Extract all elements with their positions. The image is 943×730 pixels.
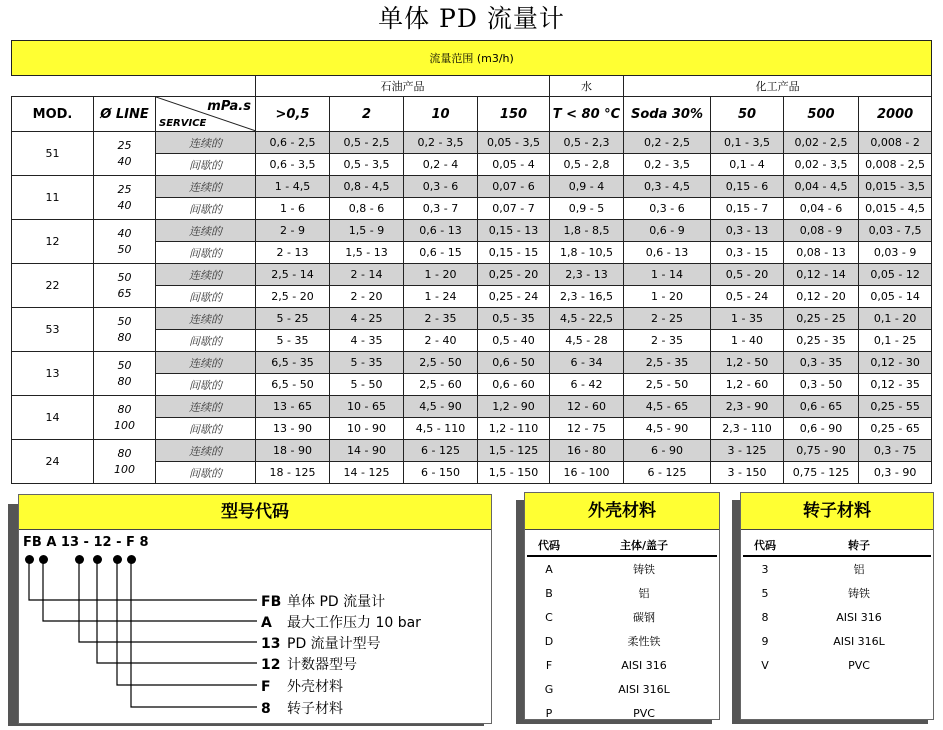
code-connector-lines [19,495,491,723]
flow-range-cell: 10 - 65 [330,396,404,418]
flow-range-cell: 0,6 - 90 [784,418,859,440]
flow-range-cell: 0,3 - 6 [624,198,711,220]
flow-range-cell: 3 - 150 [711,462,784,484]
flow-range-cell: 12 - 60 [550,396,624,418]
flow-range-cell: 0,02 - 3,5 [784,154,859,176]
table-row [12,352,932,374]
flow-range-cell: 0,5 - 2,5 [330,132,404,154]
flow-range-cell: 0,3 - 4,5 [624,176,711,198]
flow-range-cell: 0,5 - 35 [478,308,550,330]
flow-range-cell: 0,3 - 7 [404,198,478,220]
flow-range-cell: 16 - 80 [550,440,624,462]
line-diameter: 80 [117,374,132,388]
flow-range-cell: 2,5 - 60 [404,374,478,396]
flow-range-cell: 2 - 20 [330,286,404,308]
flow-range-cell: 0,3 - 15 [711,242,784,264]
flow-range-cell: 6 - 42 [550,374,624,396]
service-type: 连续的 [156,220,256,242]
line-diameter: 50 [117,242,132,256]
flow-range-cell: 2,5 - 14 [256,264,330,286]
flow-range-cell: 6 - 125 [624,462,711,484]
flow-range-cell: 2 - 40 [404,330,478,352]
legend-housing: F 外壳材料 [261,679,343,695]
material-name: 铝 [638,587,650,600]
flow-range-cell: 13 - 65 [256,396,330,418]
list-item [527,629,717,653]
flow-range-cell: 6 - 90 [624,440,711,462]
list-item [743,556,931,581]
flow-range-cell: 0,3 - 13 [711,220,784,242]
flow-range-cell: 16 - 100 [550,462,624,484]
col-water: T < 80 °C [550,97,624,132]
line-diameters [94,176,156,220]
flow-range-cell: 0,25 - 24 [478,286,550,308]
flow-range-cell: 1 - 24 [404,286,478,308]
col-chem-3: 2000 [859,97,932,132]
flow-range-cell: 0,05 - 3,5 [478,132,550,154]
model-code-string: FB A 13 - 12 - F 8 [23,535,149,550]
list-item [743,605,931,629]
flow-range-cell: 0,03 - 9 [859,242,932,264]
line-diameter: 40 [117,154,132,168]
flow-range-cell: 0,015 - 3,5 [859,176,932,198]
line-diameters [94,220,156,264]
code-dot-counter [93,555,102,564]
flow-range-cell: 2,3 - 16,5 [550,286,624,308]
flow-range-cell: 0,08 - 13 [784,242,859,264]
housing-panel [524,492,720,720]
flow-range-cell: 0,5 - 20 [711,264,784,286]
flow-range-cell: 0,75 - 125 [784,462,859,484]
flow-range-cell: 0,3 - 6 [404,176,478,198]
material-name: AISI 316 [621,658,667,672]
line-diameter: 50 [117,358,132,372]
flow-range-cell: 0,6 - 50 [478,352,550,374]
flow-range-cell: 0,6 - 13 [404,220,478,242]
rotor-table [743,535,931,677]
list-item [527,653,717,677]
line-diameter: 40 [117,226,132,240]
flow-range-cell: 1,2 - 90 [478,396,550,418]
flow-range-cell: 0,2 - 4 [404,154,478,176]
flow-range-cell: 1,5 - 13 [330,242,404,264]
flow-range-cell: 13 - 90 [256,418,330,440]
code-dot-housing [113,555,122,564]
flow-range-cell: 1,2 - 110 [478,418,550,440]
material-name: 碳钢 [633,611,655,624]
line-diameters [94,440,156,484]
line-diameter: 100 [114,418,135,432]
flow-range-cell: 1 - 6 [256,198,330,220]
flow-range-cell: 0,6 - 3,5 [256,154,330,176]
flow-range-cell: 0,8 - 6 [330,198,404,220]
flow-range-cell: 4 - 25 [330,308,404,330]
col-visc-0: >0,5 [256,97,330,132]
flow-range-cell: 1,8 - 8,5 [550,220,624,242]
line-diameters [94,396,156,440]
code-dot-rotor [127,555,136,564]
flow-range-cell: 1,5 - 125 [478,440,550,462]
service-type: 间歇的 [156,242,256,264]
list-item [743,653,931,677]
line-diameter: 40 [117,198,132,212]
col-viscosity-service [156,97,256,132]
page-title: 单体 PD 流量计 [378,4,565,33]
flow-range-cell: 0,12 - 20 [784,286,859,308]
flow-range-cell: 4,5 - 90 [624,418,711,440]
flow-range-cell: 1,8 - 10,5 [550,242,624,264]
flow-range-cell: 0,25 - 65 [859,418,932,440]
flow-range-cell: 0,75 - 90 [784,440,859,462]
table-row [12,132,932,154]
service-type: 连续的 [156,176,256,198]
line-diameters [94,308,156,352]
flow-range-cell: 0,05 - 12 [859,264,932,286]
material-name: 柔性铁 [627,635,661,648]
line-diameters [94,352,156,396]
housing-table [527,535,717,725]
flow-range-cell: 12 - 75 [550,418,624,440]
service-type: 连续的 [156,440,256,462]
legend-rotor: 8 转子材料 [261,701,343,717]
group-water: 水 [550,76,624,97]
service-type: 连续的 [156,308,256,330]
flow-range-cell: 0,25 - 35 [784,330,859,352]
line-diameter: 50 [117,270,132,284]
flow-range-cell: 2,5 - 35 [624,352,711,374]
flow-range-cell: 0,6 - 60 [478,374,550,396]
flow-range-cell: 0,07 - 7 [478,198,550,220]
col-visc-3: 150 [478,97,550,132]
flow-range-cell: 0,5 - 2,3 [550,132,624,154]
service-type: 连续的 [156,352,256,374]
table-row [12,440,932,462]
service-type: 连续的 [156,132,256,154]
col-visc-1: 2 [330,97,404,132]
flow-range-cell: 0,1 - 4 [711,154,784,176]
col-line: Ø LINE [94,97,156,132]
flow-range-cell: 0,3 - 90 [859,462,932,484]
flow-range-cell: 0,5 - 40 [478,330,550,352]
mpa-label: mPa.s [207,99,251,114]
service-type: 连续的 [156,264,256,286]
flow-range-cell: 0,9 - 5 [550,198,624,220]
flow-range-cell: 0,5 - 3,5 [330,154,404,176]
flow-range-cell: 0,02 - 2,5 [784,132,859,154]
flow-range-cell: 5 - 50 [330,374,404,396]
flow-range-cell: 0,07 - 6 [478,176,550,198]
service-type: 间歇的 [156,374,256,396]
material-code: 5 [761,586,769,600]
legend-model: 13 PD 流量计型号 [261,636,381,652]
flow-range-cell: 2,5 - 50 [404,352,478,374]
flow-range-cell: 0,6 - 65 [784,396,859,418]
flow-range-cell: 0,9 - 4 [550,176,624,198]
flow-range-cell: 0,015 - 4,5 [859,198,932,220]
col-chem-0: Soda 30% [624,97,711,132]
flow-range-cell: 4,5 - 22,5 [550,308,624,330]
flow-range-cell: 2 - 13 [256,242,330,264]
flow-range-cell: 0,25 - 55 [859,396,932,418]
list-item [743,581,931,605]
flow-range-cell: 6,5 - 35 [256,352,330,374]
col-mod: MOD. [12,97,94,132]
table-row [12,396,932,418]
flow-range-cell: 0,2 - 2,5 [624,132,711,154]
flow-range-cell: 14 - 125 [330,462,404,484]
line-diameters [94,264,156,308]
line-diameter: 25 [117,182,132,196]
flow-range-cell: 1 - 4,5 [256,176,330,198]
material-name: 铸铁 [848,587,870,600]
housing-col-code: 代码 [527,535,571,556]
line-diameter: 80 [117,402,132,416]
flow-range-cell: 5 - 25 [256,308,330,330]
legend-fb: FB 单体 PD 流量计 [261,594,386,610]
service-type: 间歇的 [156,418,256,440]
flow-range-cell: 6,5 - 50 [256,374,330,396]
table-row [12,264,932,286]
list-item [527,677,717,701]
flow-range-cell: 6 - 150 [404,462,478,484]
flow-range-cell: 0,8 - 4,5 [330,176,404,198]
model-number: 24 [12,440,94,484]
flow-range-cell: 0,3 - 35 [784,352,859,374]
flow-range-cell: 2,3 - 13 [550,264,624,286]
flow-range-cell: 2 - 9 [256,220,330,242]
material-code: G [544,682,554,696]
flow-range-cell: 1 - 35 [711,308,784,330]
model-number: 14 [12,396,94,440]
flow-range-cell: 0,12 - 30 [859,352,932,374]
flow-range-cell: 4,5 - 65 [624,396,711,418]
list-item [527,701,717,725]
line-diameter: 25 [117,138,132,152]
code-dot-model [75,555,84,564]
line-diameter: 80 [117,330,132,344]
flow-range-cell: 1 - 14 [624,264,711,286]
material-code: D [544,634,554,648]
model-number: 13 [12,352,94,396]
flow-range-table [11,40,932,484]
legend-a: A 最大工作压力 10 bar [261,615,421,631]
flow-range-cell: 0,2 - 3,5 [404,132,478,154]
flow-range-cell: 0,25 - 20 [478,264,550,286]
group-chemical: 化工产品 [624,76,932,97]
list-item [743,629,931,653]
flow-range-cell: 0,3 - 75 [859,440,932,462]
table-row [12,176,932,198]
model-number: 11 [12,176,94,220]
col-chem-1: 50 [711,97,784,132]
line-diameter: 65 [117,286,132,300]
flow-range-cell: 1,2 - 50 [711,352,784,374]
flow-range-cell: 14 - 90 [330,440,404,462]
flow-range-cell: 0,008 - 2,5 [859,154,932,176]
flow-range-cell: 10 - 90 [330,418,404,440]
flow-range-cell: 0,05 - 14 [859,286,932,308]
service-type: 间歇的 [156,462,256,484]
line-diameter: 100 [114,462,135,476]
flow-range-cell: 0,6 - 15 [404,242,478,264]
flow-range-cell: 2,3 - 110 [711,418,784,440]
material-code: V [761,658,769,672]
list-item [527,556,717,581]
flow-range-cell: 0,2 - 3,5 [624,154,711,176]
flow-range-cell: 0,6 - 2,5 [256,132,330,154]
flow-range-cell: 0,04 - 6 [784,198,859,220]
material-name: AISI 316L [833,634,885,648]
flow-range-cell: 18 - 125 [256,462,330,484]
flow-range-cell: 5 - 35 [256,330,330,352]
flow-range-cell: 0,1 - 25 [859,330,932,352]
housing-table-body [527,556,717,725]
flow-range-cell: 0,08 - 9 [784,220,859,242]
flow-range-cell: 1,5 - 150 [478,462,550,484]
rotor-table-body [743,556,931,677]
material-name: AISI 316L [618,682,670,696]
group-petroleum: 石油产品 [256,76,550,97]
flow-range-cell: 6 - 125 [404,440,478,462]
material-name: AISI 316 [836,610,882,624]
flow-range-cell: 2 - 14 [330,264,404,286]
service-type: 间歇的 [156,286,256,308]
material-name: 铝 [853,563,865,576]
rotor-col-code: 代码 [743,535,787,556]
flow-range-cell: 6 - 34 [550,352,624,374]
blank-corner [12,76,256,97]
flow-range-cell: 0,15 - 6 [711,176,784,198]
flow-range-cell: 2,5 - 50 [624,374,711,396]
flow-range-cell: 0,3 - 50 [784,374,859,396]
model-code-panel [18,494,492,724]
table-row [12,308,932,330]
flow-range-cell: 1 - 20 [624,286,711,308]
material-code: A [545,562,553,576]
material-name: PVC [633,706,655,720]
model-code-header: 型号代码 [19,495,491,530]
flow-range-cell: 0,1 - 20 [859,308,932,330]
material-code: C [545,610,553,624]
model-number: 22 [12,264,94,308]
material-name: PVC [848,658,870,672]
flow-range-cell: 4,5 - 90 [404,396,478,418]
service-type: 间歇的 [156,330,256,352]
flow-range-cell: 1 - 20 [404,264,478,286]
line-diameters [94,132,156,176]
list-item [527,605,717,629]
material-code: 3 [761,562,769,576]
col-chem-2: 500 [784,97,859,132]
legend-counter: 12 计数器型号 [261,657,357,673]
rotor-col-material: 转子 [787,535,931,556]
line-diameter: 50 [117,314,132,328]
code-dot-fb [25,555,34,564]
housing-header: 外壳材料 [525,493,719,530]
flow-range-cell: 0,1 - 3,5 [711,132,784,154]
flow-range-cell: 4,5 - 110 [404,418,478,440]
rotor-panel [740,492,934,720]
material-code: B [545,586,553,600]
flow-range-cell: 2,5 - 20 [256,286,330,308]
material-code: 8 [761,610,769,624]
flow-range-cell: 1 - 40 [711,330,784,352]
model-number: 12 [12,220,94,264]
flow-range-cell: 2 - 35 [624,330,711,352]
housing-col-material: 主体/盖子 [571,535,717,556]
flow-range-cell: 0,6 - 9 [624,220,711,242]
flow-range-cell: 0,12 - 14 [784,264,859,286]
flow-range-cell: 0,5 - 24 [711,286,784,308]
flow-range-cell: 2 - 25 [624,308,711,330]
flow-range-cell: 0,15 - 15 [478,242,550,264]
material-code: F [545,658,553,672]
list-item [527,581,717,605]
flow-range-cell: 5 - 35 [330,352,404,374]
material-code: 9 [761,634,769,648]
service-type: 连续的 [156,396,256,418]
flow-range-cell: 0,03 - 7,5 [859,220,932,242]
flow-range-cell: 0,5 - 2,8 [550,154,624,176]
col-visc-2: 10 [404,97,478,132]
flow-range-cell: 1,2 - 60 [711,374,784,396]
flow-range-cell: 0,15 - 13 [478,220,550,242]
flow-range-cell: 0,008 - 2 [859,132,932,154]
flow-table-body [12,132,932,484]
flow-range-cell: 4 - 35 [330,330,404,352]
flow-range-cell: 2 - 35 [404,308,478,330]
flow-range-cell: 3 - 125 [711,440,784,462]
material-name: 铸铁 [633,563,655,576]
service-label: SERVICE [159,118,207,129]
flow-range-cell: 0,12 - 35 [859,374,932,396]
flow-range-cell: 0,6 - 13 [624,242,711,264]
flow-range-cell: 0,05 - 4 [478,154,550,176]
flow-range-cell: 18 - 90 [256,440,330,462]
model-number: 53 [12,308,94,352]
flow-range-header: 流量范围 (m3/h) [12,41,932,76]
code-dot-a [39,555,48,564]
table-row [12,220,932,242]
flow-range-cell: 0,15 - 7 [711,198,784,220]
flow-range-cell: 1,5 - 9 [330,220,404,242]
service-type: 间歇的 [156,198,256,220]
material-code: P [545,706,553,720]
flow-range-cell: 0,04 - 4,5 [784,176,859,198]
flow-range-cell: 2,3 - 90 [711,396,784,418]
flow-range-cell: 4,5 - 28 [550,330,624,352]
rotor-header: 转子材料 [741,493,933,530]
service-type: 间歇的 [156,154,256,176]
flow-range-cell: 0,25 - 25 [784,308,859,330]
model-number: 51 [12,132,94,176]
line-diameter: 80 [117,446,132,460]
